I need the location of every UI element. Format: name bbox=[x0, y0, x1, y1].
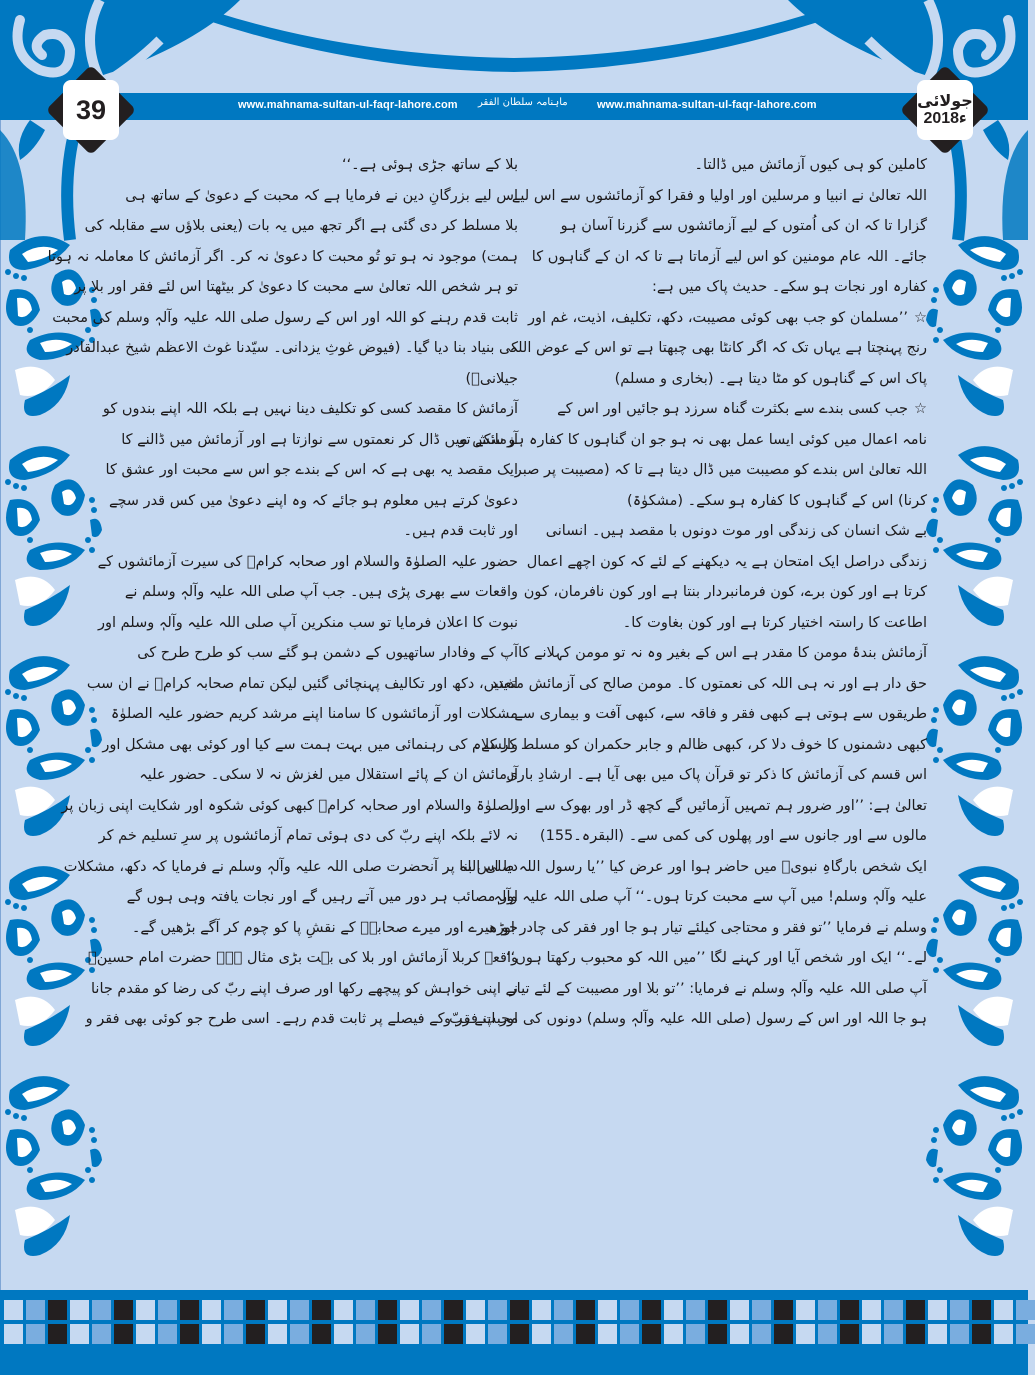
tile-light bbox=[598, 1324, 617, 1344]
text-line bbox=[522, 150, 927, 181]
tile-light bbox=[334, 1324, 353, 1344]
tile-light bbox=[532, 1324, 551, 1344]
tile-row bbox=[4, 1300, 1028, 1320]
tile-dark bbox=[972, 1324, 991, 1344]
tile-light bbox=[928, 1300, 947, 1320]
tile-dark bbox=[708, 1300, 727, 1320]
tile-dark bbox=[444, 1324, 463, 1344]
line-text: جب کسی بندے سے بکثرت گناہ سرزد ہو جائیں اور اس کے bbox=[557, 401, 908, 417]
line-text: ’’مسلمان کو جب بھی کوئی مصیبت، دکھ، تکلیف، اذیت، غم اور bbox=[527, 309, 908, 326]
tile-mid bbox=[686, 1300, 705, 1320]
tile-mid bbox=[1016, 1300, 1035, 1320]
tile-light bbox=[202, 1324, 221, 1344]
line-text: ہو جا اللہ اور اس کے رسول (صلی اللہ علیہ وآلہٖ وسلم) دونوں کی محبت فقر و bbox=[444, 1011, 927, 1027]
tile-light bbox=[70, 1300, 89, 1320]
website-url-left[interactable]: www.mahnama-sultan-ul-faqr-lahore.com bbox=[238, 99, 458, 111]
text-line bbox=[102, 394, 518, 425]
line-text: ایک مقصد یہ بھی ہے کہ اس کے بندے جو اس سے محبت اور عشق کا bbox=[105, 462, 518, 478]
tile-mid bbox=[92, 1300, 111, 1320]
line-text: اور ثابت قدم ہیں۔ bbox=[403, 523, 518, 539]
text-line bbox=[97, 547, 518, 578]
line-text: جو میرے اور میرے صحابہؓ کے نقشِ پا کو چوم کر آگے بڑھیں گے۔ bbox=[131, 919, 518, 936]
text-line bbox=[522, 394, 927, 425]
line-text: نے اپنی خواہش کو پیچھے رکھا اور صرف اپنے ربّ کی رضا کو مقدم جانا bbox=[90, 980, 518, 997]
tile-light bbox=[862, 1324, 881, 1344]
text-line bbox=[85, 1004, 518, 1035]
line-text: طریقوں سے ہوتی ہے کبھی فقر و فاقہ سے، کبھی آفت و بیماری سے، bbox=[509, 706, 927, 722]
tile-mid bbox=[158, 1324, 177, 1344]
line-text: مالوں سے اور جانوں سے اور پھلوں کی کمی سے۔ (البقرہ۔155) bbox=[539, 828, 927, 844]
tile-dark bbox=[246, 1324, 265, 1344]
line-text: آزمائش ان کے پائے استقلال میں لغزش نہ لا سکی۔ حضور علیہ bbox=[139, 767, 518, 783]
tile-mid bbox=[884, 1324, 903, 1344]
text-line bbox=[509, 974, 927, 1005]
article-column-left bbox=[47, 150, 518, 1035]
line-text: ثابت قدم رہنے کو اللہ اور اس کے رسول صلی اللہ علیہ وآلہٖ وسلم کی محبت bbox=[52, 309, 518, 326]
line-text: آپ کے وفادار ساتھیوں کے دشمن ہو گئے سب کو طرح طرح کی bbox=[137, 645, 518, 661]
text-line bbox=[522, 303, 927, 334]
tile-mid bbox=[356, 1324, 375, 1344]
text-line bbox=[113, 181, 518, 212]
tile-light bbox=[532, 1300, 551, 1320]
line-text: الصلوٰۃ والسلام اور صحابہ کرامؓ کبھی کوئی شکوہ اور شکایت اپنی زبان پر bbox=[61, 797, 518, 814]
line-text: واقعات سے بھری پڑی ہیں۔ جب آپ صلی اللہ علیہ وآلہٖ وسلم نے bbox=[124, 584, 518, 600]
line-text: دعویٰ کرتے ہیں معلوم ہو جائے کہ وہ اپنے دعویٰ میں کس قدر سچے bbox=[108, 492, 518, 509]
text-line bbox=[506, 760, 927, 791]
tile-dark bbox=[708, 1324, 727, 1344]
tile-mid bbox=[950, 1324, 969, 1344]
paisley-border-left bbox=[0, 230, 110, 1280]
tile-mid bbox=[488, 1324, 507, 1344]
line-text: ایک شخص بارگاہِ نبویؐ میں حاضر ہوا اور عرض کیا ’’یا رسول اللہ صلی اللہ bbox=[458, 858, 927, 875]
tile-mid bbox=[26, 1324, 45, 1344]
line-text: نہ لائے بلکہ اپنے ربّ کی دی ہوئی تمام آزمائشوں پر سرِ تسلیم خم کر bbox=[98, 828, 518, 844]
tile-light bbox=[4, 1300, 23, 1320]
text-line bbox=[66, 333, 518, 364]
tile-dark bbox=[246, 1300, 265, 1320]
line-text: واقعہ کربلا آزمائش اور بلا کی بہت بڑی مثال ہے۔ حضرت امام حسینؓ bbox=[88, 950, 518, 966]
line-text: اس لیے بزرگانِ دین نے فرمایا ہے کہ محبت کے دعویٰ کے ساتھ ہی bbox=[125, 187, 518, 204]
tile-mid bbox=[884, 1300, 903, 1320]
text-line bbox=[113, 760, 518, 791]
tile-light bbox=[4, 1324, 23, 1344]
tile-mid bbox=[620, 1324, 639, 1344]
text-line bbox=[522, 608, 927, 639]
line-text: والسلام کی رہنمائی میں بہت ہمت سے کیا اور کوئی بھی مشکل اور bbox=[102, 736, 518, 753]
line-text: کرنا) اس کے گناہوں کا کفارہ ہو سکے۔ (مشکوٰۃ) bbox=[627, 492, 927, 509]
tile-light bbox=[466, 1324, 485, 1344]
tile-row bbox=[4, 1324, 1028, 1344]
tile-mid bbox=[686, 1324, 705, 1344]
tile-dark bbox=[576, 1324, 595, 1344]
text-line bbox=[113, 150, 518, 181]
tile-mid bbox=[488, 1300, 507, 1320]
text-line bbox=[113, 913, 518, 944]
tile-mid bbox=[818, 1300, 837, 1320]
text-line bbox=[113, 516, 518, 547]
tile-light bbox=[136, 1324, 155, 1344]
text-line bbox=[98, 821, 518, 852]
line-text: نبوت کا اعلان فرمایا تو سب منکرین آپ صلی اللہ علیہ وآلہٖ وسلم اور bbox=[97, 614, 518, 631]
text-line bbox=[52, 303, 518, 334]
tile-dark bbox=[642, 1300, 661, 1320]
text-line bbox=[47, 242, 518, 273]
text-line bbox=[509, 699, 927, 730]
text-line bbox=[493, 882, 927, 913]
text-line bbox=[522, 242, 927, 273]
text-line bbox=[506, 943, 927, 974]
tile-light bbox=[268, 1300, 287, 1320]
tile-mid bbox=[422, 1324, 441, 1344]
line-text: بے شک انسان کی زندگی اور موت دونوں با مقصد ہیں۔ انسانی bbox=[545, 523, 927, 539]
text-line bbox=[444, 1004, 927, 1035]
line-text: حضور علیہ الصلوٰۃ والسلام اور صحابہ کرامؓ کی سیرت آزمائشوں کے bbox=[97, 553, 518, 570]
issue-year: 2018ء bbox=[923, 110, 967, 127]
text-line bbox=[97, 608, 518, 639]
text-line bbox=[84, 211, 518, 242]
tile-mid bbox=[290, 1324, 309, 1344]
tile-dark bbox=[114, 1300, 133, 1320]
text-line bbox=[522, 516, 927, 547]
tile-dark bbox=[48, 1300, 67, 1320]
tile-light bbox=[136, 1300, 155, 1320]
tile-light bbox=[862, 1300, 881, 1320]
tile-dark bbox=[774, 1324, 793, 1344]
star-bullet-icon: ☆ bbox=[914, 309, 927, 326]
badge-box bbox=[917, 80, 973, 140]
text-line bbox=[522, 821, 927, 852]
tile-dark bbox=[510, 1300, 529, 1320]
tile-light bbox=[400, 1300, 419, 1320]
tile-dark bbox=[48, 1324, 67, 1344]
line-text: پاک اس کے گناہوں کو مٹا دیتا ہے۔ (بخاری و مسلم) bbox=[614, 370, 927, 387]
star-bullet-icon: ☆ bbox=[914, 401, 927, 417]
line-text: بلا کے ساتھ جڑی ہوئی ہے۔‘‘ bbox=[341, 157, 518, 173]
text-line bbox=[102, 730, 518, 761]
text-line bbox=[458, 852, 927, 883]
text-line bbox=[61, 791, 518, 822]
line-text: وسلم نے فرمایا ’’تو فقر و محتاجی کیلئے تیار ہو جا اور فقر کی چادر اوڑھ bbox=[486, 919, 927, 936]
tile-mid bbox=[554, 1324, 573, 1344]
tile-dark bbox=[840, 1300, 859, 1320]
text-line bbox=[472, 730, 927, 761]
line-text: گزارا تا کہ ان کی اُمتوں کے لیے آزمائشوں سے گزرنا آسان ہو bbox=[560, 218, 927, 234]
line-text: آزمائش کا مقصد کسی کو تکلیف دینا نہیں ہے بلکہ اللہ اپنے بندوں کو bbox=[102, 401, 518, 417]
line-text: آزمائش میں ڈال کر نعمتوں سے نوازتا ہے اور آزمائش میں ڈالنے کا bbox=[121, 431, 518, 448]
line-text: جیلانیؓ) bbox=[465, 370, 518, 387]
tile-mid bbox=[290, 1300, 309, 1320]
text-line bbox=[113, 364, 518, 395]
line-text: اس قسم کی آزمائش کا ذکر تو قرآن پاک میں بھی آیا ہے۔ ارشادِ باری bbox=[506, 767, 927, 783]
text-line bbox=[90, 974, 518, 1005]
text-line bbox=[458, 425, 927, 456]
line-text: اور مصائب ہر دور میں آتے رہیں گے اور نجات یافتہ وہی ہوں گے bbox=[126, 889, 518, 905]
tile-dark bbox=[378, 1300, 397, 1320]
text-line bbox=[113, 577, 518, 608]
text-line bbox=[110, 699, 518, 730]
tile-mid bbox=[26, 1300, 45, 1320]
tile-dark bbox=[312, 1300, 331, 1320]
tile-light bbox=[334, 1300, 353, 1320]
line-text: رنج پہنچتا ہے یہاں تک کہ اگر کانٹا بھی چبھتا ہے تو اس کے عوض اللہ bbox=[509, 340, 927, 356]
tile-dark bbox=[180, 1324, 199, 1344]
tile-dark bbox=[444, 1300, 463, 1320]
text-line bbox=[522, 486, 927, 517]
tile-mid bbox=[752, 1324, 771, 1344]
tile-light bbox=[202, 1300, 221, 1320]
tile-mid bbox=[356, 1300, 375, 1320]
line-text: کی بنیاد بنا دیا گیا۔ (فیوض غوثِ یزدانی۔ سیّدنا غوث الاعظم شیخ عبدالقادر bbox=[66, 340, 518, 356]
line-text: آزمائش بندۂ مومن کا مقدر ہے اس کے بغیر وہ نہ تو مومن کہلانے کا bbox=[518, 645, 927, 661]
line-text: آپ صلی اللہ علیہ وآلہٖ وسلم نے فرمایا: ’’تو بلا اور مصیبت کے لئے تیار bbox=[509, 980, 927, 997]
footer-tile-pattern bbox=[4, 1300, 1028, 1348]
tile-dark bbox=[840, 1324, 859, 1344]
tile-dark bbox=[576, 1300, 595, 1320]
tile-mid bbox=[92, 1324, 111, 1344]
tile-dark bbox=[972, 1300, 991, 1320]
tile-mid bbox=[422, 1300, 441, 1320]
text-line bbox=[113, 638, 518, 669]
tile-light bbox=[400, 1324, 419, 1344]
tile-light bbox=[70, 1324, 89, 1344]
text-line bbox=[512, 791, 927, 822]
text-line bbox=[74, 272, 518, 303]
line-text: مشکلات اور آزمائشوں کا سامنا اپنے مرشد کریم حضور علیہ الصلوٰۃ bbox=[110, 706, 518, 722]
tile-mid bbox=[752, 1300, 771, 1320]
tile-light bbox=[796, 1324, 815, 1344]
tile-mid bbox=[950, 1300, 969, 1320]
tile-light bbox=[664, 1324, 683, 1344]
tile-light bbox=[730, 1324, 749, 1344]
tile-mid bbox=[158, 1300, 177, 1320]
line-text: تو ہر شخص اللہ تعالیٰ سے محبت کا دعویٰ کر بیٹھتا اس لئے فقر اور بلا پر bbox=[74, 279, 518, 295]
line-text: تعالیٰ ہے: ’’اور ضرور ہم تمہیں آزمائیں گے کچھ ڈر اور بھوک سے اور bbox=[512, 797, 927, 814]
tile-dark bbox=[180, 1300, 199, 1320]
text-line bbox=[522, 272, 927, 303]
line-text: زندگی دراصل ایک امتحان ہے یہ دیکھنے کے لئے کہ کون اچھے اعمال bbox=[526, 553, 927, 570]
line-text: ہمت) موجود نہ ہو تو تُو محبت کا دعویٰ نہ کر۔ اگر آزمائش کا معاملہ نہ ہوتا bbox=[47, 248, 518, 265]
tile-mid bbox=[554, 1300, 573, 1320]
line-text: کفارہ اور نجات ہو سکے۔ حدیث پاک میں ہے: bbox=[652, 279, 927, 295]
text-line bbox=[522, 547, 927, 578]
tile-light bbox=[664, 1300, 683, 1320]
tile-dark bbox=[510, 1324, 529, 1344]
line-text: دیا اس بنا پر آنحضرت صلی اللہ علیہ وآلہٖ وسلم نے فرمایا کہ دکھ، مشکلات bbox=[63, 858, 518, 875]
line-text: اذیتیں، دکھ اور تکالیف پہنچائی گئیں لیکن تمام صحابہ کرامؓ نے ان سب bbox=[86, 675, 518, 692]
paisley-border-right bbox=[918, 230, 1028, 1280]
tile-mid bbox=[818, 1324, 837, 1344]
badge-box bbox=[63, 80, 119, 140]
text-line bbox=[518, 638, 927, 669]
line-text: علیہ وآلہٖ وسلم! میں آپ سے محبت کرتا ہوں۔‘‘ آپ صلی اللہ علیہ وآلہٖ bbox=[493, 889, 927, 905]
tile-mid bbox=[620, 1300, 639, 1320]
text-line bbox=[486, 913, 927, 944]
tile-light bbox=[928, 1324, 947, 1344]
text-line bbox=[490, 669, 927, 700]
tile-light bbox=[598, 1300, 617, 1320]
line-text: کاملین کو ہی کیوں آزمائش میں ڈالتا۔ bbox=[694, 157, 927, 173]
line-text: بلا مسلط کر دی گئی ہے اگر تجھ میں یہ بات (یعنی بلاؤں سے مقابلہ کی bbox=[84, 218, 518, 234]
tile-light bbox=[466, 1300, 485, 1320]
tile-light bbox=[796, 1300, 815, 1320]
text-line bbox=[511, 181, 927, 212]
tile-light bbox=[994, 1324, 1013, 1344]
text-line bbox=[86, 669, 518, 700]
line-text: لے۔‘‘ ایک اور شخص آیا اور کہنے لگا ’’میں اللہ کو محبوب رکھتا ہوں‘‘ bbox=[506, 950, 927, 966]
line-text: اطاعت کا راستہ اختیار کرتا ہے اور کون بغاوت کا۔ bbox=[622, 614, 927, 631]
text-line bbox=[509, 333, 927, 364]
text-line bbox=[113, 425, 518, 456]
text-line bbox=[522, 577, 927, 608]
issue-month: جولائی bbox=[917, 91, 973, 110]
text-line bbox=[514, 455, 927, 486]
tile-mid bbox=[224, 1324, 243, 1344]
tile-dark bbox=[114, 1324, 133, 1344]
line-text: حق دار ہے اور نہ ہی اللہ کی نعمتوں کا۔ مومن صالح کی آزمائش متعدد bbox=[490, 675, 927, 692]
tile-dark bbox=[312, 1324, 331, 1344]
line-text: اللہ تعالیٰ نے انبیا و مرسلین اور اولیا و فقرا کو آزمائشوں سے اس لیے bbox=[511, 187, 927, 204]
tile-dark bbox=[642, 1324, 661, 1344]
line-text: اللہ تعالیٰ اس بندے کو مصیبت میں ڈال دیتا ہے تا کہ (مصیبت پر صبر bbox=[514, 462, 927, 478]
tile-light bbox=[268, 1324, 287, 1344]
website-url-right[interactable]: www.mahnama-sultan-ul-faqr-lahore.com bbox=[597, 99, 817, 111]
line-text: کرتا ہے اور کون برے، کون فرمانبردار بنتا ہے اور کون نافرمان، کون bbox=[523, 584, 927, 600]
tile-mid bbox=[224, 1300, 243, 1320]
tile-mid bbox=[1016, 1324, 1035, 1344]
text-line bbox=[522, 364, 927, 395]
line-text: جائے۔ اللہ عام مومنین کو اس لیے آزماتا ہے تا کہ ان کے گناہوں کا bbox=[531, 248, 927, 265]
text-line bbox=[113, 882, 518, 913]
text-line bbox=[522, 211, 927, 242]
text-line bbox=[105, 455, 518, 486]
magazine-logo: ماہنامہ سلطان الفقر bbox=[478, 97, 568, 108]
tile-dark bbox=[774, 1300, 793, 1320]
issue-date-badge bbox=[907, 72, 983, 148]
text-line bbox=[63, 852, 518, 883]
page-number: 39 bbox=[75, 94, 107, 125]
tile-light bbox=[730, 1300, 749, 1320]
tile-dark bbox=[906, 1300, 925, 1320]
page-number-badge bbox=[53, 72, 129, 148]
line-text: اور اپنے ربّ کے فیصلے پر ثابت قدم رہے۔ اسی طرح جو کوئی بھی فقر و bbox=[85, 1011, 518, 1027]
text-line bbox=[88, 943, 518, 974]
tile-light bbox=[994, 1300, 1013, 1320]
text-line bbox=[108, 486, 518, 517]
line-text: کبھی دشمنوں کا خوف دلا کر، کبھی ظالم و جابر حکمران کو مسلط کر کے۔ bbox=[472, 736, 927, 753]
line-text: نامہ اعمال میں کوئی ایسا عمل بھی نہ ہو جو ان گناہوں کا کفارہ ہو سکے تو bbox=[458, 431, 927, 448]
tile-dark bbox=[378, 1324, 397, 1344]
tile-dark bbox=[906, 1324, 925, 1344]
